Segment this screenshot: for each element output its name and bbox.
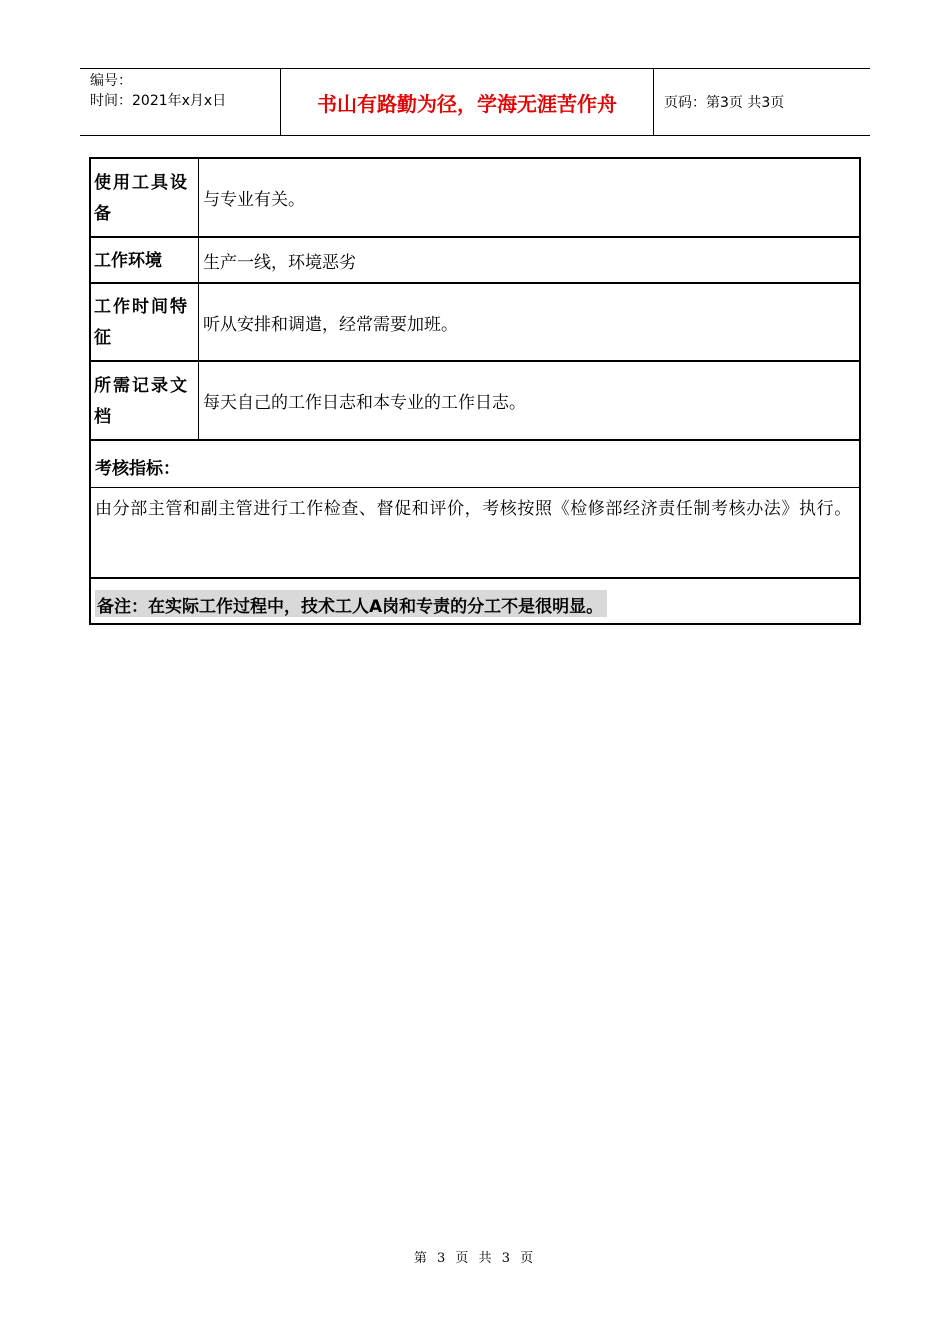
table-row <box>91 284 859 362</box>
assessment-title: 考核指标： <box>95 458 180 479</box>
table-row <box>91 362 859 441</box>
assessment-title-row <box>91 441 859 488</box>
row-value: 听从安排和调遣，经常需要加班。 <box>203 314 458 335</box>
header-page-info: 页码：第3页 共3页 <box>664 95 785 111</box>
row-value: 生产一线，环境恶劣 <box>203 252 356 273</box>
header-motto: 书山有路勤为径，学海无涯苦作舟 <box>281 69 654 135</box>
row-label: 工作时间特征 <box>91 284 199 360</box>
assessment-text: 由分部主管和副主管进行工作检查、督促和评价，考核按照《检修部经济责任制考核办法》执行。 <box>95 499 852 519</box>
note-row <box>91 579 859 623</box>
row-value: 每天自己的工作日志和本专业的工作日志。 <box>203 393 526 413</box>
row-label: 工作环境 <box>91 238 199 282</box>
row-label: 使用工具设备 <box>91 159 199 236</box>
row-value: 与专业有关。 <box>203 190 305 210</box>
note-cell <box>91 579 859 623</box>
note-text: 备注：在实际工作过程中，技术工人A岗和专责的分工不是很明显。 <box>95 590 607 617</box>
assessment-text-row <box>91 488 859 579</box>
job-description-table <box>89 157 861 625</box>
table-row <box>91 159 859 238</box>
table-row <box>91 238 859 284</box>
header-meta <box>80 69 281 135</box>
row-label: 所需记录文档 <box>91 362 199 439</box>
document-time: 时间：2021年x月x日 <box>90 93 227 109</box>
page-header <box>80 68 870 136</box>
document-number: 编号： <box>90 73 132 89</box>
page-footer: 第 3 页 共 3 页 <box>413 1251 537 1266</box>
